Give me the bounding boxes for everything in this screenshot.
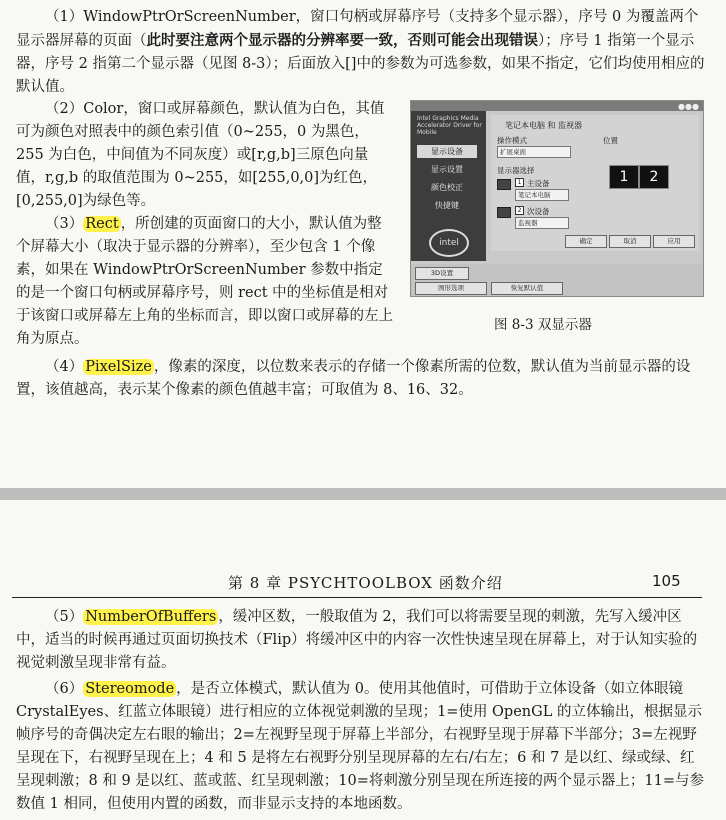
secondary-checkbox-icon: 2 [515,206,524,215]
position-label: 位置 [603,136,618,145]
dual-display-figure [410,100,704,297]
sidebar-item-hotkeys: 快捷键 [435,201,459,210]
restore-defaults-button: 恢复默认值 [491,282,563,295]
page-gap [0,488,726,500]
secondary-dropdown: 监视器 [515,217,569,229]
cancel-button: 取消 [609,235,651,248]
paragraph-pixelsize [16,356,706,402]
driver-brand: Intel Graphics Media Accelerator Driver for Mobile [417,115,482,136]
p4-text: ，像素的深度，以位数来表示的存储一个像素所需的位数，默认值为当前显示器的设置，该值越高，表示某个像素的颜色值越丰富；可取值为 8、16、32。 [16,359,691,398]
laptop-icon [497,179,511,190]
primary-label: 主设备 [527,179,550,188]
panel-title: 笔记本电脑 和 监视器 [505,121,583,130]
highlight-stereomode: Stereomode [85,681,175,697]
page-number: 105 [652,572,681,590]
p4-number: （4） [45,359,84,375]
highlight-pixelsize: PixelSize [85,359,152,375]
ok-button: 确定 [565,235,607,248]
chapter-header: 第 8 章 PSYCHTOOLBOX 函数介绍 [228,574,503,592]
intel-logo: intel [429,229,469,257]
p5-number: （5） [45,609,84,625]
3d-settings-button: 3D设置 [415,267,469,280]
p1-bold-warning: 此时要注意两个显示器的分辨率要一致，否则可能会出现错误 [146,32,538,49]
mode-dropdown: 扩展桌面 [497,146,571,158]
primary-dropdown: 笔记本电脑 [515,189,569,201]
monitor-1: 1 [609,165,639,189]
paragraph-rect [16,213,394,351]
figure-main-panel [491,115,699,251]
sidebar-item-color-correction: 颜色校正 [431,183,463,192]
header-rule [12,597,702,598]
sidebar-item-display-settings: 显示设置 [431,165,463,174]
secondary-label: 次设备 [527,207,550,216]
primary-checkbox-icon: 1 [515,178,524,187]
monitor-icon [497,207,511,218]
apply-button: 应用 [653,235,695,248]
paragraph-color: （2）Color，窗口或屏幕颜色，默认值为白色，其值可为颜色对照表中的颜色索引值（0~255，0 为黑色，255 为白色，中间值为不同灰度）或[r,g,b]三原色向量值，r,g,b 的取值范围为 0~255，如[255,0,0]为红色，[0,255,0]为绿色等。 [16,101,385,209]
p3-text: ，所创建的页面窗口的大小，默认值为整个屏幕大小（取决于显示器的分辨率），至少包含 1 个像素，如果在 WindowPtrOrScreenNumber 参数中指定的是一个窗口句柄或屏幕序号，则 rect 中的坐标值是相对于该窗口或屏幕左上角的坐标而言，即以窗口或屏幕的左上角为原点。 [16,216,393,347]
graphics-options-button: 图形选项 [415,282,487,295]
mode-label: 操作模式 [497,136,527,145]
p1-text-b: ）；序号 1 指第一个显示器，序号 2 指第二个显示器（见图 8-3）；后面放入[]中的参数为可选参数，如果不指定，它们均使用相应的默认值。 [16,33,705,95]
highlight-numberofbuffers: NumberOfBuffers [85,609,217,625]
p6-text: ，是否立体模式，默认值为 0。使用其他值时，可借助于立体设备（如立体眼镜 CrystalEyes、红蓝立体眼镜）进行相应的立体视觉刺激的呈现；1=使用 OpenGL 的立体输出，根据显示帧序号的奇偶决定左右眼的输出；2=左视野呈现于屏幕上半部分，右视野呈现于屏幕下半部分；3=左视野呈现在下，右视野呈现在上；4 和 5 是将左右视野分别呈现屏幕的左右/右左；6 和 7 是以红、绿或绿、红呈现刺激；8 和 9 是以红、蓝或蓝、红呈现刺激；10=将刺激分别呈现在所连接的两个显示器上；11=与参数值 1 相同，但使用内置的函数，而非显示支持的本地函数。 [16,681,704,812]
figure-titlebar [411,101,703,111]
figure-bottom-bar [411,264,703,296]
p3-number: （3） [45,216,84,232]
paragraph-stereomode [16,678,706,816]
p5-text: ，缓冲区数，一般取值为 2，我们可以将需要呈现的刺激，先写入缓冲区中，适当的时候再通过页面切换技术（Flip）将缓冲区中的内容一次性快速呈现在屏幕上，对于认知实验的视觉刺激呈现非常有益。 [16,609,698,671]
figure-sidebar [411,111,486,261]
monitor-2: 2 [639,165,669,189]
display-select-label: 显示器选择 [497,166,535,175]
highlight-rect: Rect [85,216,119,232]
p1-text-a: （1）WindowPtrOrScreenNumber，窗口句柄或屏幕序号（支持多个显示器），序号 0 为覆盖两个显示器屏幕的页面（ [16,9,699,49]
p6-number: （6） [45,681,84,697]
paragraph-window-ptr [16,6,706,99]
figure-caption: 图 8-3 双显示器 [494,317,592,333]
sidebar-item-display-device: 显示设备 [417,145,477,158]
paragraph-numberofbuffers [16,606,706,675]
window-controls-icon: ●●● [678,102,699,111]
